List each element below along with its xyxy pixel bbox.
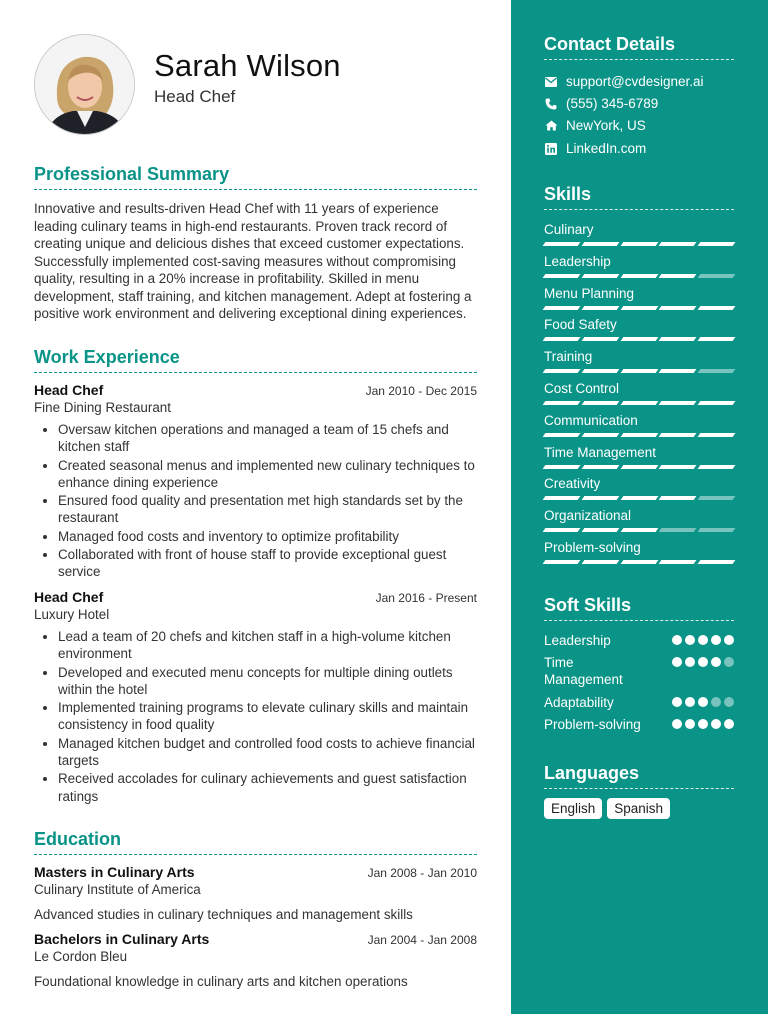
skill-level-segment	[581, 465, 619, 469]
skill-level-segment	[543, 306, 581, 310]
rating-dot	[711, 697, 721, 707]
job-dates: Jan 2010 - Dec 2015	[365, 384, 477, 398]
skill-level-segment	[543, 496, 581, 500]
skill-level-segment	[698, 337, 736, 341]
rating-dot	[711, 719, 721, 729]
rating-dot	[724, 657, 734, 667]
skill-level-segment	[543, 369, 581, 373]
skill-label: Training	[544, 349, 593, 365]
rating-dot	[724, 719, 734, 729]
section-title-experience: Work Experience	[34, 347, 180, 367]
job-title: Head Chef	[34, 382, 104, 398]
skill-level-segment	[620, 369, 658, 373]
soft-skill-label: Problem-solving	[544, 717, 641, 732]
section-title-education: Education	[34, 829, 122, 849]
skill-label: Creativity	[544, 476, 601, 492]
language-tag: Spanish	[607, 798, 670, 819]
soft-skill-label: Time Management	[544, 655, 623, 687]
skill-level-segment	[543, 274, 581, 278]
skill-level-segment	[659, 560, 697, 564]
skill-level-segment	[659, 337, 697, 341]
soft-skill-label: Leadership	[544, 633, 611, 648]
skill-item	[544, 286, 734, 310]
job-bullet: • Ensured food quality and presentation met high standards set by the restaurant	[58, 492, 477, 527]
section-title-languages: Languages	[544, 763, 640, 783]
job-bullet: • Lead a team of 20 chefs and kitchen staff in a high-volume kitchen environment	[58, 628, 477, 663]
skill-level-segment	[581, 242, 619, 246]
job-company: Luxury Hotel	[34, 607, 110, 622]
skill-level-segment	[620, 274, 658, 278]
job-bullet: • Implemented training programs to elevate culinary skills and maintain consistency in food quality	[58, 699, 477, 734]
skill-level-segment	[698, 306, 736, 310]
skill-level-segment	[659, 274, 697, 278]
skill-label: Organizational	[544, 508, 632, 524]
contact-email-text: support@cvdesigner.ai	[566, 74, 704, 89]
rating-dot	[685, 719, 695, 729]
languages-list	[544, 798, 670, 819]
skill-label: Cost Control	[544, 381, 620, 396]
candidate-name: Sarah Wilson	[154, 48, 341, 83]
skill-level-bar	[544, 337, 734, 341]
soft-skill-item	[544, 694, 734, 711]
school-name: Le Cordon Bleu	[34, 949, 128, 964]
soft-skill-item	[544, 716, 734, 733]
skill-level-segment	[659, 496, 697, 500]
rating-dot	[698, 697, 708, 707]
skill-level-segment	[698, 242, 736, 246]
skill-level-segment	[620, 242, 658, 246]
skill-level-segment	[698, 560, 736, 564]
skill-level-segment	[581, 528, 619, 532]
skill-level-segment	[698, 528, 736, 532]
skill-level-segment	[659, 401, 697, 405]
skill-level-bar	[544, 401, 734, 405]
phone-icon	[544, 97, 558, 111]
rating-dot	[724, 635, 734, 645]
job-title: Head Chef	[34, 589, 104, 605]
skill-level-bar	[544, 242, 734, 246]
section-divider	[34, 854, 477, 855]
summary-text: Innovative and results-driven Head Chef with 11 years of experience leading culinary teams in high-end restaurants. Proven track record of creating unique and delicious dishes that exceed customer expectations. Successfully implemented cost-saving measures without compromising quality, resulting in a 20% increase in profitability. Skilled in menu development, staff training, and kitchen management. Adept at fostering a positive work environment and delivering exceptional dining experiences.	[34, 201, 472, 321]
job-bullets	[34, 421, 477, 581]
section-divider	[544, 209, 734, 210]
rating-dot	[698, 657, 708, 667]
skill-level-segment	[620, 496, 658, 500]
skill-level-segment	[581, 337, 619, 341]
soft-skill-item	[544, 632, 734, 649]
job-entry	[34, 589, 477, 806]
rating-dot	[672, 635, 682, 645]
skill-level-segment	[543, 528, 581, 532]
soft-skill-rating	[672, 694, 734, 711]
skill-level-segment	[620, 401, 658, 405]
skill-level-segment	[543, 465, 581, 469]
contact-email[interactable]	[544, 74, 704, 89]
linkedin-icon	[544, 142, 558, 156]
skill-level-segment	[581, 306, 619, 310]
skill-level-bar	[544, 528, 734, 532]
language-tag: English	[544, 798, 602, 819]
skill-label: Communication	[544, 412, 638, 428]
skill-level-segment	[659, 306, 697, 310]
rating-dot	[711, 635, 721, 645]
contact-phone-text: (555) 345-6789	[566, 96, 659, 111]
job-entry	[34, 382, 477, 582]
contact-location-text: NewYork, US	[566, 118, 646, 133]
skill-level-segment	[698, 465, 736, 469]
skill-label: Problem-solving	[544, 540, 641, 555]
skill-item	[544, 317, 734, 341]
contact-linkedin[interactable]	[544, 141, 646, 156]
rating-dot	[724, 697, 734, 707]
section-title-soft-skills: Soft Skills	[544, 595, 632, 615]
skill-label: Culinary	[544, 222, 594, 237]
contact-linkedin-text: LinkedIn.com	[566, 141, 647, 156]
skill-level-segment	[659, 528, 697, 532]
contact-location	[544, 118, 646, 133]
skill-item	[544, 508, 734, 532]
section-title-summary: Professional Summary	[34, 164, 230, 184]
skill-level-segment	[698, 369, 736, 373]
skill-level-segment	[620, 433, 658, 437]
rating-dot	[711, 657, 721, 667]
skill-level-segment	[698, 496, 736, 500]
skill-level-segment	[581, 369, 619, 373]
section-divider	[544, 620, 734, 621]
section-divider	[544, 788, 734, 789]
skill-level-segment	[698, 401, 736, 405]
skill-level-bar	[544, 274, 734, 278]
rating-dot	[685, 635, 695, 645]
school-name: Culinary Institute of America	[34, 882, 201, 897]
skill-level-bar	[544, 560, 734, 564]
skill-item	[544, 445, 734, 469]
skill-label: Time Management	[544, 444, 657, 460]
section-divider	[34, 189, 477, 190]
skill-level-segment	[620, 528, 658, 532]
skill-item	[544, 349, 734, 373]
job-bullet: • Collaborated with front of house staff to provide exceptional guest service	[58, 546, 477, 581]
skill-level-segment	[581, 433, 619, 437]
skill-level-segment	[543, 242, 581, 246]
skill-level-segment	[659, 433, 697, 437]
skill-level-segment	[620, 306, 658, 310]
skill-level-segment	[698, 274, 736, 278]
skill-label: Menu Planning	[544, 285, 635, 301]
job-bullet: • Managed food costs and inventory to optimize profitability	[58, 528, 477, 545]
education-dates: Jan 2008 - Jan 2010	[367, 866, 477, 880]
profile-photo	[34, 34, 135, 135]
envelope-icon	[544, 75, 558, 89]
section-divider	[544, 59, 734, 60]
rating-dot	[698, 635, 708, 645]
job-bullet: • Managed kitchen budget and controlled food costs to achieve financial targets	[58, 735, 477, 770]
skill-item	[544, 381, 734, 405]
section-title-contact: Contact Details	[544, 34, 676, 54]
skill-level-segment	[659, 242, 697, 246]
job-bullet: • Created seasonal menus and implemented new culinary techniques to enhance dining experience	[58, 457, 477, 492]
job-bullet: • Developed and executed menu concepts for multiple dining outlets within the hotel	[58, 664, 477, 699]
skill-level-segment	[620, 465, 658, 469]
soft-skill-rating	[672, 716, 734, 733]
skill-level-segment	[659, 369, 697, 373]
rating-dot	[672, 697, 682, 707]
education-entry	[34, 931, 477, 989]
skill-item	[544, 254, 734, 278]
skill-item	[544, 476, 734, 500]
soft-skill-rating	[672, 654, 734, 688]
skill-item	[544, 222, 734, 246]
rating-dot	[672, 719, 682, 729]
rating-dot	[698, 719, 708, 729]
avatar-portrait	[35, 35, 135, 135]
skill-level-segment	[543, 401, 581, 405]
job-bullet: • Oversaw kitchen operations and managed a team of 15 chefs and kitchen staff	[58, 421, 477, 456]
soft-skill-label: Adaptability	[544, 695, 614, 710]
skill-item	[544, 413, 734, 437]
skill-level-segment	[620, 560, 658, 564]
education-dates: Jan 2004 - Jan 2008	[367, 933, 477, 947]
job-bullets	[34, 628, 477, 805]
skill-label: Food Safety	[544, 317, 617, 333]
soft-skill-rating	[672, 632, 734, 649]
home-icon	[544, 119, 558, 133]
job-bullet: • Received accolades for culinary achievements and guest satisfaction ratings	[58, 770, 477, 805]
skill-level-segment	[543, 560, 581, 564]
rating-dot	[685, 657, 695, 667]
job-company: Fine Dining Restaurant	[34, 400, 171, 415]
skill-level-segment	[543, 337, 581, 341]
skill-level-segment	[581, 496, 619, 500]
education-entry	[34, 864, 477, 922]
skill-level-segment	[620, 337, 658, 341]
section-title-skills: Skills	[544, 184, 592, 204]
job-dates: Jan 2016 - Present	[375, 591, 477, 605]
skill-level-segment	[543, 433, 581, 437]
education-description: Advanced studies in culinary techniques and management skills	[34, 907, 413, 922]
skill-level-segment	[581, 274, 619, 278]
skill-level-segment	[581, 560, 619, 564]
skill-level-segment	[698, 433, 736, 437]
candidate-title: Head Chef	[154, 87, 236, 106]
degree-title: Masters in Culinary Arts	[34, 864, 195, 880]
skill-level-segment	[581, 401, 619, 405]
contact-phone[interactable]	[544, 96, 658, 111]
section-divider	[34, 372, 477, 373]
education-description: Foundational knowledge in culinary arts and kitchen operations	[34, 974, 408, 989]
skill-level-bar	[544, 465, 734, 469]
skill-level-bar	[544, 496, 734, 500]
skill-item	[544, 540, 734, 564]
skill-level-segment	[659, 465, 697, 469]
skill-label: Leadership	[544, 253, 611, 269]
skill-level-bar	[544, 306, 734, 310]
skill-level-bar	[544, 369, 734, 373]
skill-level-bar	[544, 433, 734, 437]
degree-title: Bachelors in Culinary Arts	[34, 931, 210, 947]
rating-dot	[685, 697, 695, 707]
rating-dot	[672, 657, 682, 667]
soft-skill-item	[544, 654, 734, 688]
